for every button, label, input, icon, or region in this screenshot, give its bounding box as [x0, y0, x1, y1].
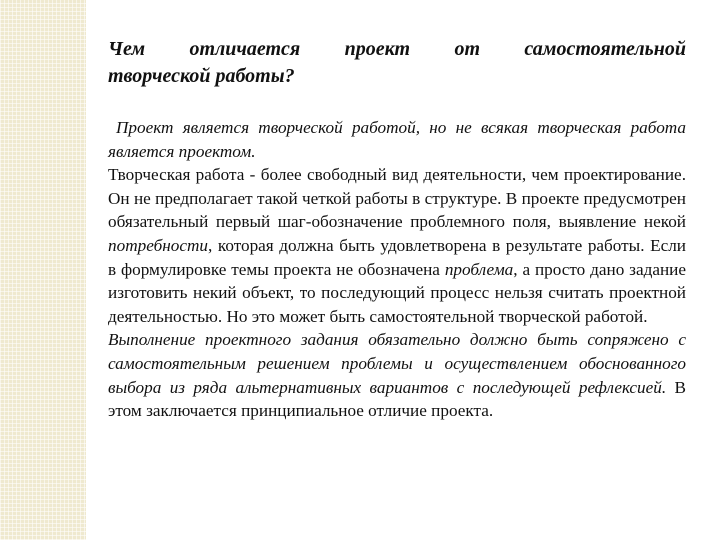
- slide-title: [108, 36, 686, 90]
- title-line-1: Чем отличается проект от самостоятельной: [108, 38, 686, 60]
- body-paragraph: [108, 163, 686, 328]
- term-problema: проблема: [444, 259, 514, 279]
- slide-content: [108, 36, 686, 423]
- body-text-3: , а просто дано задание изготовить некий объект, то последующий процесс нельзя считать проектной деятельностью. Но это может быть самостоятельной творческой работой.: [108, 259, 686, 326]
- body-text-1: Творческая работа - более свободный вид деятельности, чем проектирование. Он не предполагает такой четкой работы в структуре. В проекте предусмотрен обязательный первый шаг-обозначение проблемного поля, выявление некой: [108, 165, 686, 232]
- term-potrebnost: потребности: [108, 235, 208, 255]
- title-line-2: творческой работы?: [108, 65, 295, 87]
- conclusion-italic: Выполнение проектного задания обязательно должно быть сопряжено с самостоятельным решением проблемы и осуществлением обоснованного выбора из ряда альтернативных вариантов с последующей рефлексией.: [108, 330, 686, 397]
- conclusion-paragraph: [108, 328, 686, 422]
- body-text-2: , которая должна быть удовлетворена в результате работы. Если в формулировке темы проекта не обозначена: [108, 235, 686, 279]
- intro-statement: Проект является творческой работой, но не всякая творческая работа является проектом.: [108, 118, 686, 161]
- conclusion-plain: В этом заключается принципиальное отличие проекта.: [108, 377, 687, 421]
- decorative-side-band: [0, 0, 86, 540]
